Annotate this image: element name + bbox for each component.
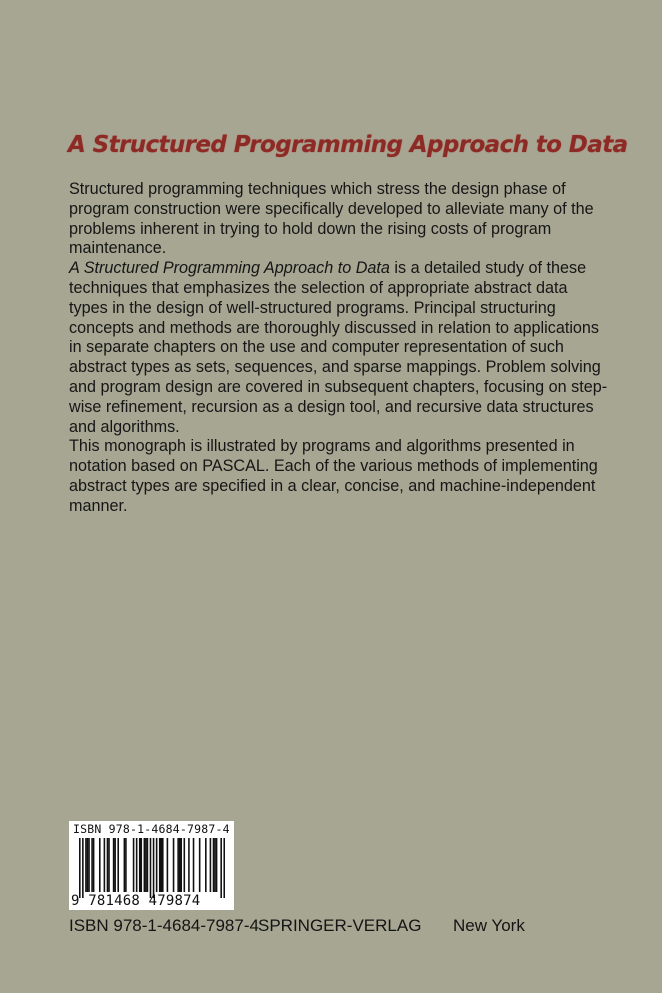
barcode-bar: [99, 838, 101, 892]
publisher-city: New York: [453, 916, 525, 935]
barcode-bar: [213, 838, 215, 892]
barcode-bar: [147, 838, 149, 892]
barcode-bar: [210, 838, 212, 892]
barcode-bar: [216, 838, 218, 892]
barcode-bar: [173, 838, 175, 892]
barcode-bar: [85, 838, 87, 892]
barcode-bar: [220, 838, 222, 898]
blurb-paragraph-1: Structured programming techniques which stress the design phase of program construction were specifically developed to alleviate many of the problems inherent in trying to hold down the rising costs of program maintenance.: [69, 180, 594, 258]
barcode-bar: [179, 838, 181, 892]
footer-isbn: ISBN 978-1-4684-7987-4: [69, 916, 259, 935]
barcode-bar: [205, 838, 207, 892]
barcode-bar: [88, 838, 90, 892]
barcode-bar: [117, 838, 119, 892]
barcode-bar: [91, 838, 93, 892]
barcode-bar: [104, 838, 106, 892]
barcode-bar: [214, 838, 216, 892]
barcode: [69, 821, 234, 910]
barcode-bar: [162, 838, 164, 892]
barcode-bar: [144, 838, 146, 892]
barcode-bar: [156, 838, 158, 892]
blurb-paragraph-2-text: is a detailed study of these techniques that emphasizes the selection of appropriate abstract data types in the design of well-structured programs. Principal structuring concepts and methods are thoroughly discussed in relation to applications in separate chapters on the use and computer representation of such abstract types as sets, sequences, and sparse mappings. Problem solving and program design are covered in subsequent chapters, focusing on step-wise refinement, recursion as a design tool, and recursive data structures and algorithms.: [69, 259, 608, 436]
blurb-paragraph-3: This monograph is illustrated by programs and algorithms presented in notation based on PASCAL. Each of the various methods of implementing abstract types are specified in a clear, concise, and machine-independent manner.: [69, 437, 598, 515]
barcode-bar: [199, 838, 201, 892]
blurb-paragraph-2: [69, 259, 609, 437]
barcode-bar: [82, 838, 84, 898]
blurb-text: [69, 180, 609, 517]
barcode-bar: [180, 838, 182, 892]
book-title: A Structured Programming Approach to Data: [68, 132, 628, 158]
barcode-bar: [93, 838, 95, 892]
barcode-bars: [79, 838, 225, 898]
barcode-bar: [114, 838, 116, 892]
barcode-bar: [108, 838, 110, 892]
barcode-bar: [136, 838, 138, 892]
barcode-number: 9 781468 479874: [71, 893, 201, 909]
barcode-bar: [160, 838, 162, 892]
barcode-bar: [124, 838, 126, 892]
barcode-bar: [223, 838, 225, 898]
barcode-bar: [159, 838, 161, 892]
barcode-bar: [133, 838, 135, 892]
barcode-bar: [79, 838, 81, 898]
barcode-bar: [107, 838, 109, 892]
barcode-bar: [113, 838, 115, 892]
barcode-bar: [177, 838, 179, 892]
blurb-title-reference: A Structured Programming Approach to Data: [69, 259, 390, 278]
barcode-bar: [87, 838, 89, 892]
barcode-isbn-label: ISBN 978-1-4684-7987-4: [73, 822, 230, 836]
barcode-bar: [184, 838, 186, 892]
barcode-bar: [188, 838, 190, 892]
barcode-bar: [150, 838, 152, 898]
barcode-bar: [139, 838, 141, 892]
barcode-bar: [140, 838, 142, 892]
barcode-bar: [125, 838, 127, 892]
barcode-bar: [167, 838, 169, 892]
barcode-bar: [153, 838, 155, 898]
barcode-bar: [193, 838, 195, 892]
publisher-name: SPRINGER-VERLAG: [258, 916, 422, 935]
barcode-bar: [145, 838, 147, 892]
